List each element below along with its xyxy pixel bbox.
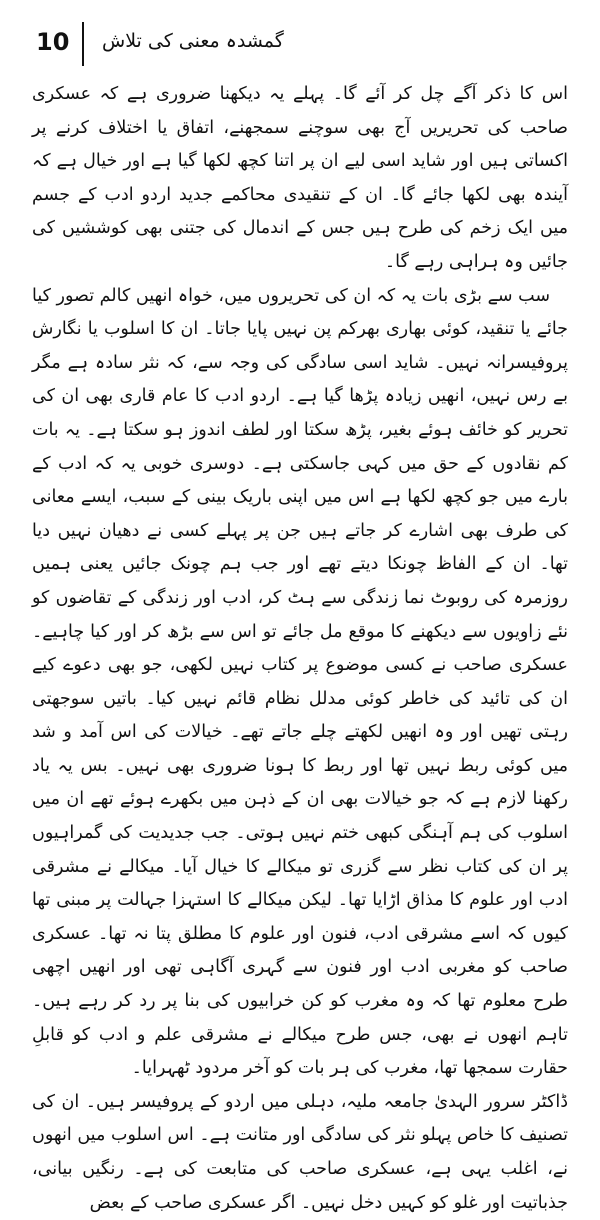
paragraph: ڈاکٹر سرور الہدیٰ جامعہ ملیہ، دہلی میں اردو کے پروفیسر ہیں۔ ان کی تصنیف کا خاص پہلو نثر کی سادگی اور متانت ہے۔ اس اسلوب میں انھوں نے، اغلب یہی ہے، عسکری صاحب کی متابعت کی ہے۔ رنگیں بیانی، جذباتیت اور غلو کو کہیں دخل نہیں۔ اگر عسکری صاحب کے بعض bbox=[32, 1091, 568, 1213]
header-divider bbox=[82, 22, 84, 66]
paragraph: اس کا ذکر آگے چل کر آئے گا۔ پہلے یہ دیکھنا ضروری ہے کہ عسکری صاحب کی تحریریں آج بھی سوچنے سمجھنے، اتفاق یا اختلاف کرنے پر اکساتی ہیں اور شاید اسی لیے ان پر اتنا کچھ لکھا گیا ہے اور خیال ہے کہ آیندہ بھی لکھا جائے گا۔ ان کے تنقیدی محاکمے جدید اردو ادب کے جسم میں ایک زخم کی طرح ہیں جس کے اندمال کی جتنی بھی کوششیں کی جائیں وہ ہراہی رہے گا۔ bbox=[32, 84, 568, 272]
page-number: 10 bbox=[36, 28, 70, 56]
body-text bbox=[32, 78, 568, 1220]
paragraph: سب سے بڑی بات یہ کہ ان کی تحریروں میں، خواہ انھیں کالم تصور کیا جائے یا تنقید، کوئی بھاری بھرکم پن نہیں پایا جاتا۔ ان کا اسلوب یا نگارش پروفیسرانہ نہیں۔ شاید اسی سادگی کی وجہ سے، کہ نثر سادہ ہے مگر بے رس نہیں، انھیں زیادہ پڑھا گیا ہے۔ اردو ادب کا عام قاری بھی ان کی تحریر کو خائف ہوئے بغیر، پڑھ سکتا اور لطف اندوز ہو سکتا ہے۔ یہ بات کم نقادوں کے حق میں کہی جاسکتی ہے۔ دوسری خوبی یہ کہ ادب کے بارے میں جو کچھ لکھا ہے اس میں اپنی باریک بینی کے سبب، ایسے معانی کی طرف بھی اشارے کر جاتے ہیں جن پر پہلے کسی نے دھیان نہیں دیا تھا۔ ان کے الفاظ چونکا دیتے تھے اور جب ہم چونک جائیں یعنی ہمیں روزمرہ کی روبوٹ نما زندگی سے ہٹ کر، ادب اور زندگی کے تقاضوں کو نئے زاویوں سے دیکھنے کا موقع مل جائے تو اس سے بڑھ کر اور کیا چاہیے۔ عسکری صاحب نے کسی موضوع پر کتاب نہیں لکھی، جو بھی دعوے کیے ان کی تائید کی خاطر کوئی مدلل نظام قائم نہیں کیا۔ باتیں سوجھتی رہتی تھیں اور وہ انھیں لکھتے چلے جاتے تھے۔ خیالات کی اس آمد و شد میں کوئی ربط نہیں تھا اور ربط کا ہونا ضروری بھی نہیں۔ بس یہ یاد رکھنا لازم ہے کہ جو خیالات بھی ان کے ذہن میں بکھرے ہوئے تھے ان میں اسلوب کی ہم آہنگی کبھی ختم نہیں ہوتی۔ جب جدیدیت کی گمراہیوں پر ان کی کتاب نظر سے گزری تو میکالے کا خیال آیا۔ میکالے نے مشرقی ادب اور علوم کا مذاق اڑایا تھا۔ لیکن میکالے کا استہزا جہالت پر مبنی تھا کیوں کہ اسے مشرقی ادب، فنون اور علوم کا مطلق پتا نہ تھا۔ عسکری صاحب کو مغربی ادب اور فنون سے گہری آگاہی تھی اور انھیں اچھی طرح معلوم تھا کہ وہ مغرب کو کن خرابیوں کی بنا پر رد کر رہے ہیں۔ تاہم انھوں نے بھی، جس طرح میکالے نے مشرقی علم و ادب کو قابلِ حقارت سمجھا تھا، مغرب کی ہر بات کو آخر مردود ٹھہرایا۔ bbox=[32, 285, 568, 1079]
running-title: گمشدہ معنی کی تلاش bbox=[102, 30, 284, 52]
page-header bbox=[24, 22, 576, 66]
